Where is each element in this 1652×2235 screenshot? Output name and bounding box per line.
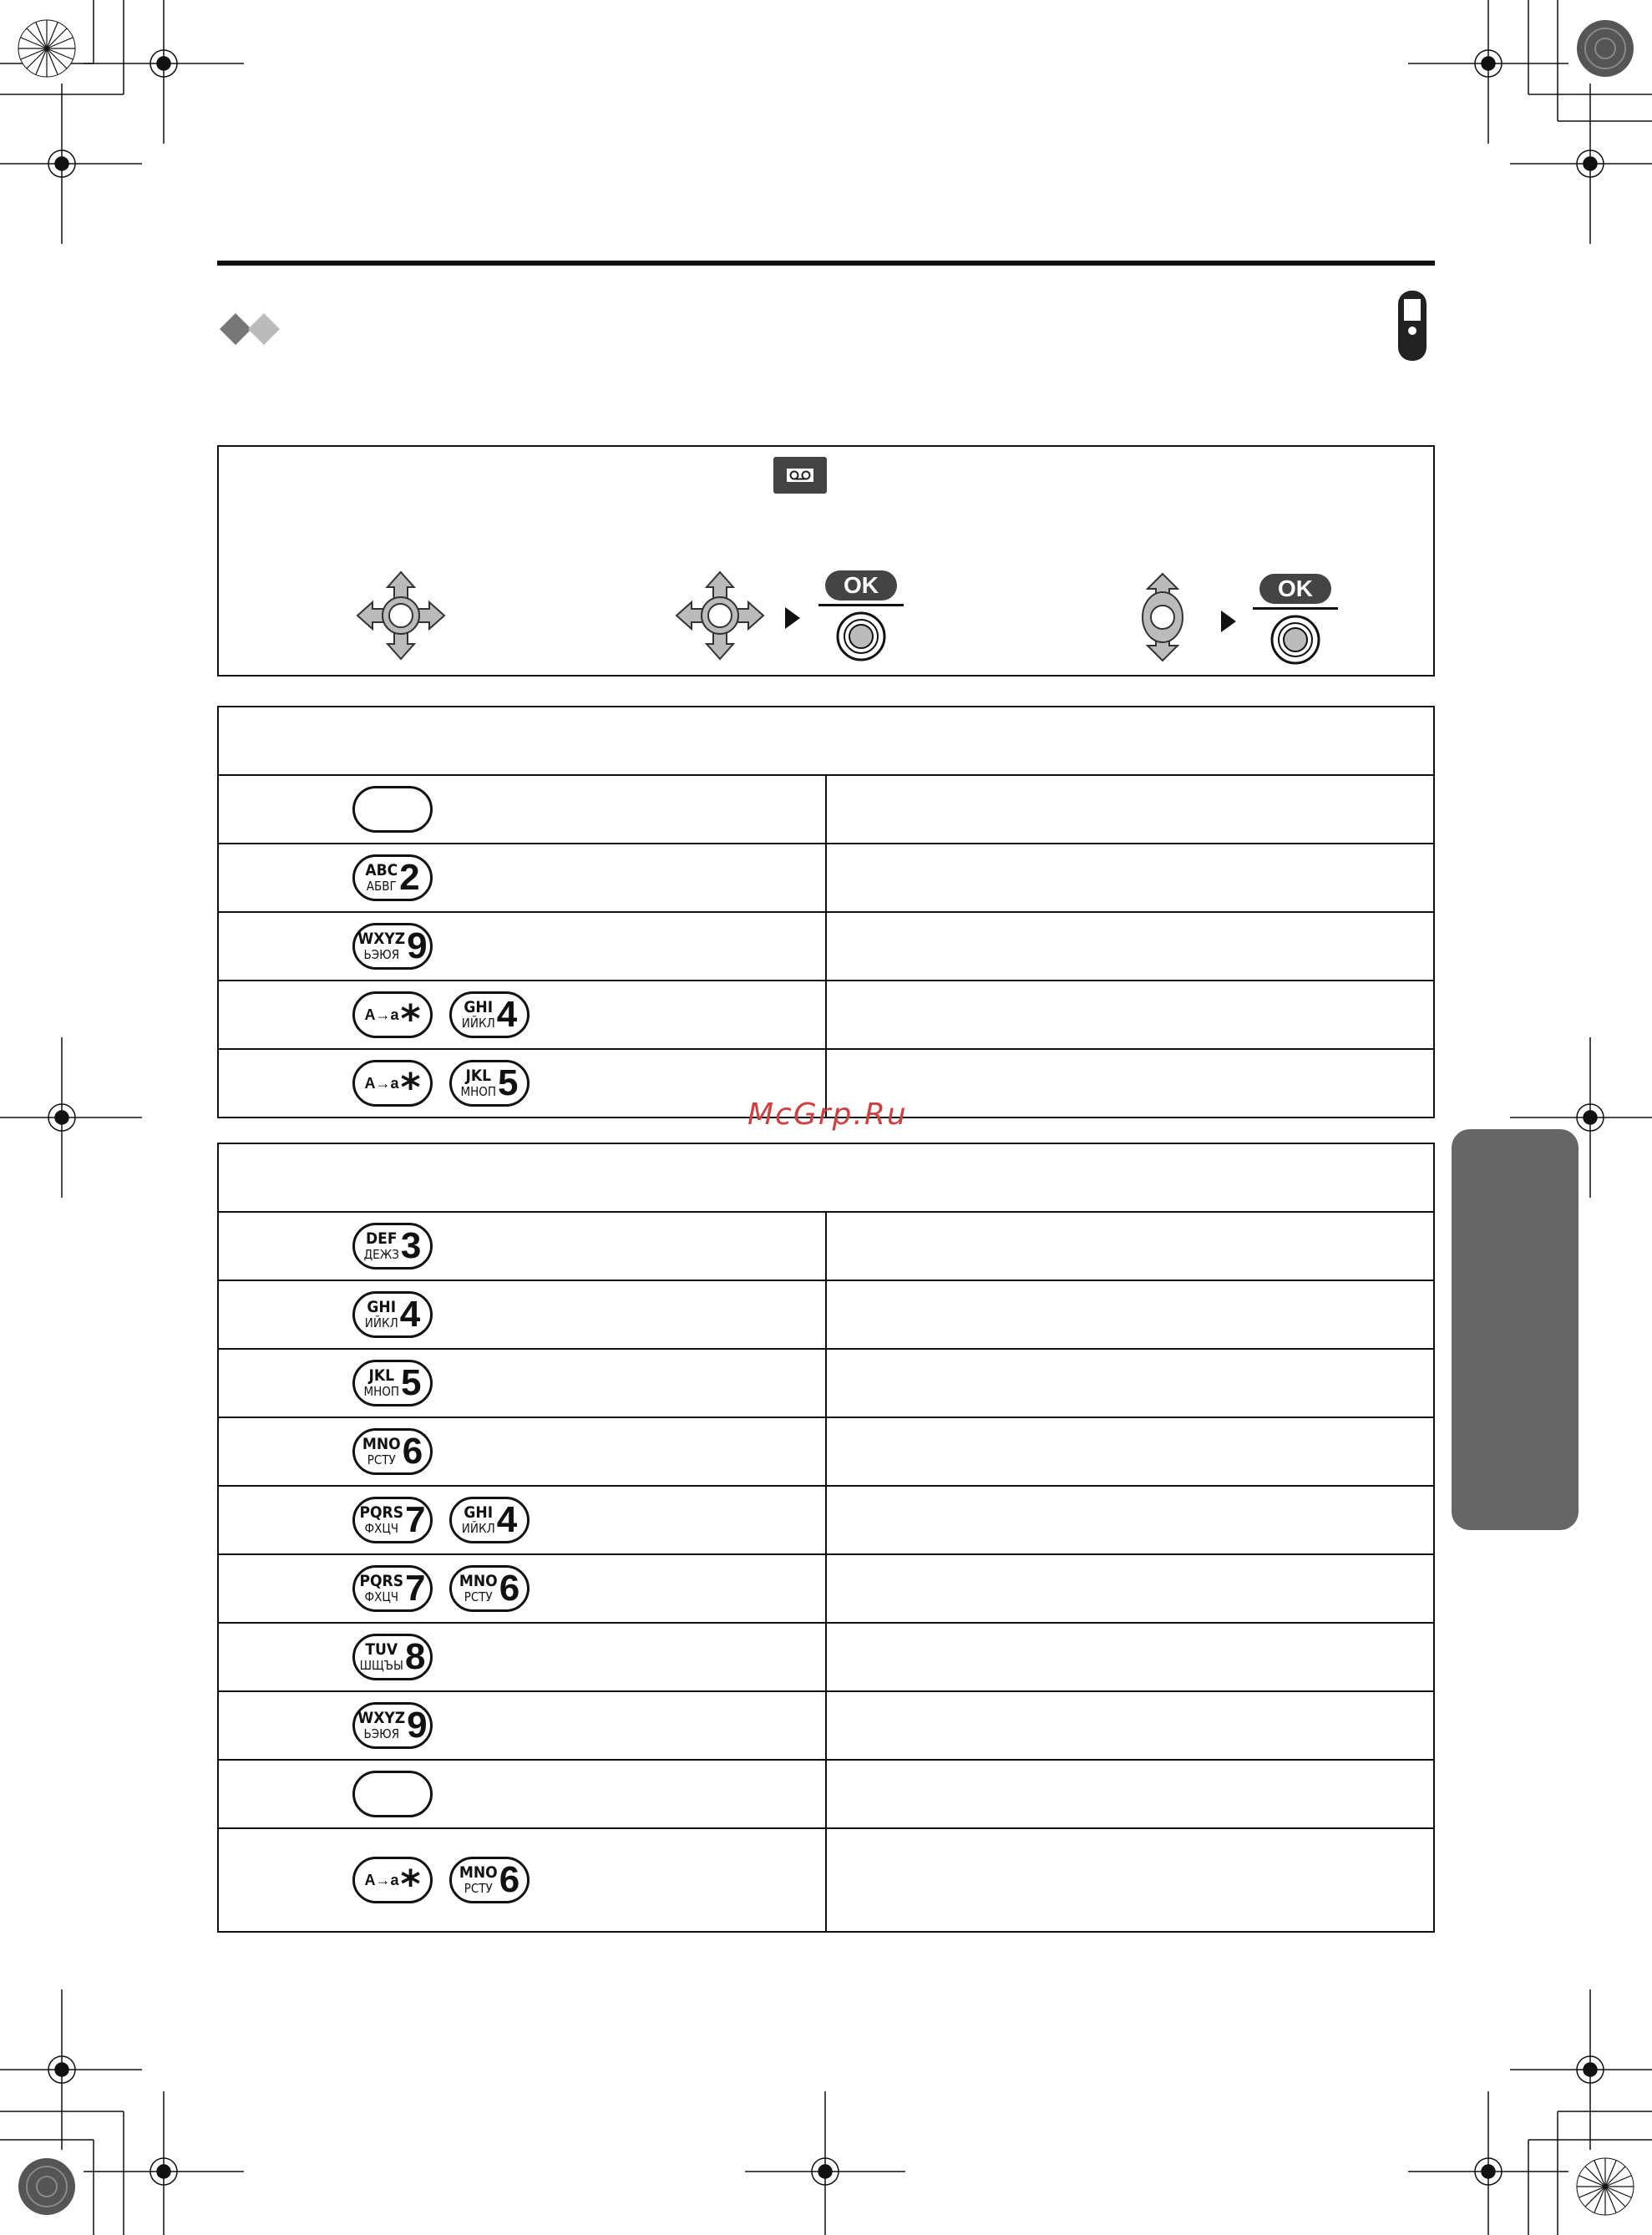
key-cyrillic-letters: МНОП xyxy=(363,1384,400,1399)
key-letters xyxy=(462,1505,495,1535)
key-digit: 8 xyxy=(404,1636,426,1677)
description-cell xyxy=(826,1760,1434,1828)
key-cyrillic-letters: ШЩЪЫ xyxy=(359,1658,403,1673)
key-letters xyxy=(460,1068,496,1098)
description-cell xyxy=(826,844,1434,912)
key-cell xyxy=(218,912,826,981)
key-cell xyxy=(218,1049,826,1118)
table-row xyxy=(218,1828,1434,1932)
key-cell xyxy=(218,1623,826,1691)
digit-key-icon xyxy=(449,1497,530,1543)
star-key-icon xyxy=(352,1857,433,1907)
key-latin-letters: JKL xyxy=(465,1067,491,1085)
star-key-icon xyxy=(352,1060,433,1110)
key-cell xyxy=(218,1760,826,1828)
key-latin-letters: JKL xyxy=(368,1366,394,1385)
key-digit: 9 xyxy=(407,1705,428,1746)
key-cyrillic-letters: РСТУ xyxy=(464,1589,493,1604)
table-row xyxy=(218,1349,1434,1417)
key-latin-letters: MNO xyxy=(459,1572,498,1590)
key-letters xyxy=(462,1000,495,1030)
ok-button-icon-2 xyxy=(1253,610,1338,665)
key-cyrillic-letters: РСТУ xyxy=(464,1881,493,1896)
key-letters xyxy=(357,931,405,961)
key-sequence xyxy=(219,1060,825,1110)
table-row xyxy=(218,1280,1434,1349)
key-sequence xyxy=(219,923,825,970)
up-down-navigator-icon xyxy=(1129,572,1196,662)
blank-key-icon xyxy=(352,786,433,833)
table-row xyxy=(218,1554,1434,1623)
key-sequence xyxy=(219,1565,825,1612)
key-table-1 xyxy=(217,706,1435,1118)
key-cell xyxy=(218,1486,826,1554)
table-row xyxy=(218,981,1434,1049)
description-cell xyxy=(826,1349,1434,1417)
table-header xyxy=(218,707,1434,775)
key-cell xyxy=(218,1691,826,1760)
ok-button-group-2 xyxy=(1253,574,1338,665)
key-cyrillic-letters: ИЙКЛ xyxy=(461,1016,495,1031)
key-cyrillic-letters: ИЙКЛ xyxy=(461,1521,495,1536)
key-sequence xyxy=(219,1223,825,1270)
key-digit: 9 xyxy=(407,925,428,966)
description-cell xyxy=(826,981,1434,1049)
key-digit: 7 xyxy=(405,1499,426,1540)
key-cyrillic-letters: ЬЭЮЯ xyxy=(363,1726,400,1741)
description-cell xyxy=(826,1049,1434,1118)
table-row xyxy=(218,1623,1434,1691)
table-row xyxy=(218,1486,1434,1554)
table-row xyxy=(218,1212,1434,1280)
four-way-navigator-icon-2 xyxy=(675,570,765,661)
key-digit: 5 xyxy=(498,1062,519,1103)
key-cyrillic-letters: МНОП xyxy=(460,1084,497,1099)
table-header xyxy=(218,1143,1434,1212)
asterisk-glyph: * xyxy=(400,1862,421,1907)
table-row xyxy=(218,1417,1434,1486)
key-letters xyxy=(365,1300,398,1330)
description-cell xyxy=(826,1691,1434,1760)
key-label: A→a xyxy=(364,1074,399,1092)
key-sequence xyxy=(219,991,825,1041)
digit-key-icon xyxy=(352,1223,433,1270)
digit-key-icon xyxy=(352,1428,433,1475)
four-way-navigator-icon xyxy=(356,570,446,661)
key-sequence xyxy=(219,1428,825,1475)
key-cell xyxy=(218,844,826,912)
key-digit: 6 xyxy=(499,1568,520,1609)
key-letters xyxy=(459,1574,498,1604)
key-sequence xyxy=(219,854,825,901)
key-latin-letters: WXYZ xyxy=(357,1709,406,1727)
key-digit: 6 xyxy=(499,1859,520,1900)
key-sequence xyxy=(219,1771,825,1817)
key-letters xyxy=(459,1865,498,1895)
key-latin-letters: DEF xyxy=(365,1229,398,1248)
digit-key-icon xyxy=(352,1360,433,1406)
key-letters xyxy=(359,1574,403,1604)
key-digit: 7 xyxy=(405,1568,426,1609)
digit-key-icon xyxy=(352,923,433,970)
key-digit: 4 xyxy=(399,1294,421,1335)
key-letters xyxy=(365,863,398,893)
description-cell xyxy=(826,912,1434,981)
section-diamonds-icon xyxy=(219,311,284,349)
answering-machine-icon xyxy=(773,457,827,494)
key-digit: 2 xyxy=(399,857,420,898)
description-cell xyxy=(826,1828,1434,1932)
ok-button-group xyxy=(818,570,904,661)
table-row xyxy=(218,775,1434,844)
key-cell xyxy=(218,1212,826,1280)
key-sequence xyxy=(219,1634,825,1680)
digit-key-icon xyxy=(352,1702,433,1749)
key-cell xyxy=(218,981,826,1049)
table-row xyxy=(218,912,1434,981)
key-latin-letters: GHI xyxy=(367,1298,397,1316)
description-cell xyxy=(826,1623,1434,1691)
key-latin-letters: MNO xyxy=(459,1863,498,1882)
asterisk-glyph: * xyxy=(400,1065,421,1110)
key-cyrillic-letters: ЬЭЮЯ xyxy=(363,947,400,962)
key-cyrillic-letters: РСТУ xyxy=(367,1452,396,1467)
key-latin-letters: PQRS xyxy=(359,1572,404,1590)
blank-key-icon xyxy=(352,1771,433,1817)
key-latin-letters: TUV xyxy=(365,1640,398,1659)
key-cell xyxy=(218,1417,826,1486)
digit-key-icon xyxy=(352,854,433,901)
key-table-2 xyxy=(217,1143,1435,1933)
key-letters xyxy=(362,1437,401,1467)
description-cell xyxy=(826,1554,1434,1623)
navigation-box xyxy=(217,445,1435,677)
star-key-icon xyxy=(352,991,433,1041)
key-letters xyxy=(364,1231,399,1261)
description-cell xyxy=(826,775,1434,844)
key-cell xyxy=(218,775,826,844)
digit-key-icon xyxy=(449,1857,530,1903)
key-latin-letters: WXYZ xyxy=(357,930,406,948)
key-cell xyxy=(218,1554,826,1623)
watermark: McGrp.Ru xyxy=(747,1097,908,1132)
key-latin-letters: ABC xyxy=(365,861,398,879)
digit-key-icon xyxy=(352,1497,433,1543)
handset-icon xyxy=(1396,289,1428,362)
header-rule xyxy=(217,261,1435,266)
key-cell xyxy=(218,1280,826,1349)
key-cell xyxy=(218,1828,826,1932)
key-digit: 5 xyxy=(401,1362,422,1403)
key-sequence xyxy=(219,1291,825,1338)
description-cell xyxy=(826,1212,1434,1280)
digit-key-icon xyxy=(352,1291,433,1338)
side-tab xyxy=(1452,1129,1579,1530)
key-letters xyxy=(359,1505,403,1535)
key-sequence xyxy=(219,1857,825,1907)
key-letters xyxy=(360,1642,403,1672)
key-cyrillic-letters: ИЙКЛ xyxy=(364,1315,398,1330)
table-row xyxy=(218,1691,1434,1760)
table-row xyxy=(218,1760,1434,1828)
key-sequence xyxy=(219,1360,825,1406)
ok-label-2: OK xyxy=(1259,574,1331,604)
key-latin-letters: PQRS xyxy=(359,1503,404,1522)
key-digit: 4 xyxy=(496,994,518,1035)
key-cyrillic-letters: ФХЦЧ xyxy=(364,1521,399,1536)
digit-key-icon xyxy=(352,1565,433,1612)
key-cyrillic-letters: ДЕЖЗ xyxy=(363,1247,399,1262)
key-sequence xyxy=(219,786,825,833)
key-sequence xyxy=(219,1497,825,1543)
description-cell xyxy=(826,1417,1434,1486)
digit-key-icon xyxy=(449,1565,530,1612)
key-digit: 6 xyxy=(402,1431,423,1472)
digit-key-icon xyxy=(449,991,530,1038)
key-cell xyxy=(218,1349,826,1417)
arrow-right-icon-2 xyxy=(1219,609,1238,634)
key-label: A→a xyxy=(364,1871,399,1888)
key-digit: 4 xyxy=(496,1499,518,1540)
key-latin-letters: GHI xyxy=(464,1503,494,1522)
key-letters xyxy=(357,1710,405,1741)
description-cell xyxy=(826,1486,1434,1554)
key-cyrillic-letters: ФХЦЧ xyxy=(364,1589,399,1604)
key-latin-letters: GHI xyxy=(464,998,494,1016)
key-letters xyxy=(363,1368,399,1398)
ok-button-icon xyxy=(818,606,904,661)
key-cyrillic-letters: АБВГ xyxy=(366,879,397,894)
key-sequence xyxy=(219,1702,825,1749)
digit-key-icon xyxy=(449,1060,530,1107)
table-row xyxy=(218,844,1434,912)
description-cell xyxy=(826,1280,1434,1349)
ok-label: OK xyxy=(825,570,897,601)
key-digit: 3 xyxy=(400,1225,422,1266)
key-latin-letters: MNO xyxy=(362,1435,401,1453)
key-label: A→a xyxy=(364,1006,399,1023)
arrow-right-icon xyxy=(783,606,802,631)
digit-key-icon xyxy=(352,1634,433,1680)
asterisk-glyph: * xyxy=(400,996,421,1041)
